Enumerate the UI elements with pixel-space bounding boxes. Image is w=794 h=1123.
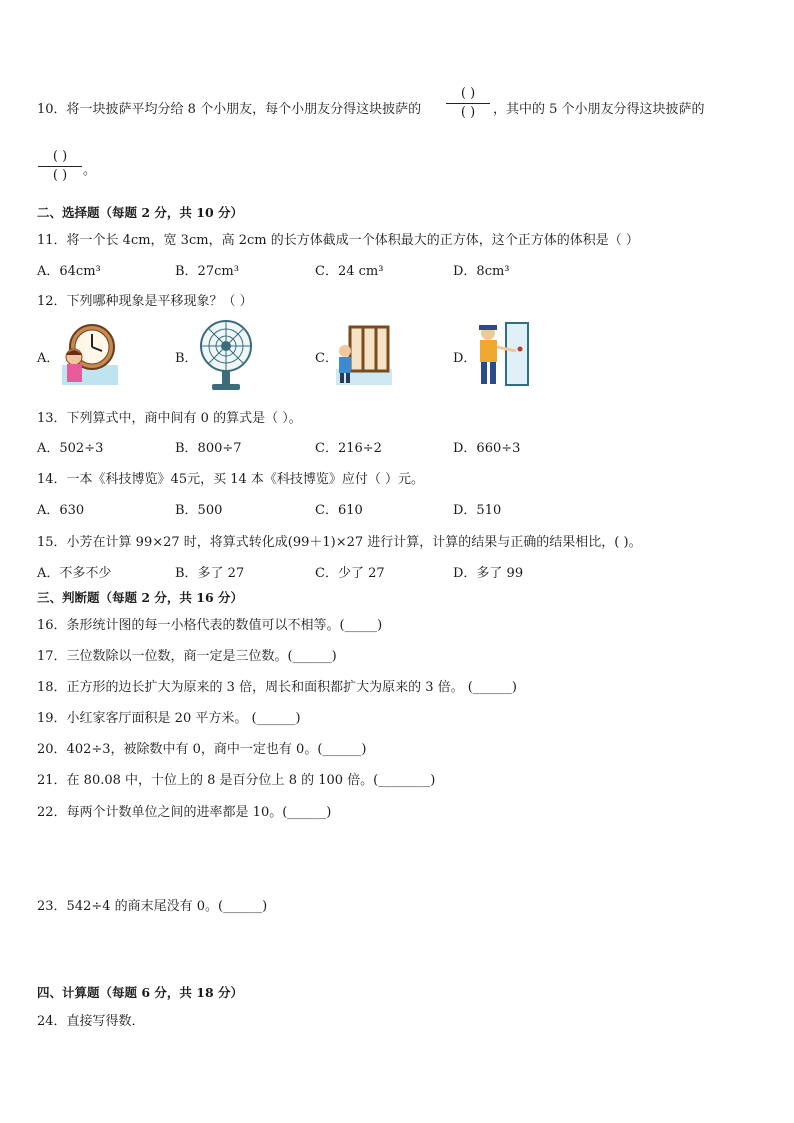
q10-text-part2: ，其中的 5 个小朋友分得这块披萨的 xyxy=(493,102,705,117)
q15-option-a[interactable]: A．不多不少 xyxy=(37,566,112,581)
q15-stem: 15．小芳在计算 99×27 时，将算式转化成(99＋1)×27 进行计算，计算的结果与正确的结果相比，( )。 xyxy=(37,535,642,550)
window-icon xyxy=(336,325,392,385)
q13-option-a[interactable]: A．502÷3 xyxy=(37,441,104,456)
q12-stem: 12．下列哪种现象是平移现象？（ ） xyxy=(37,294,253,309)
fraction-bar xyxy=(38,166,82,167)
q13-option-d[interactable]: D．660÷3 xyxy=(453,441,521,456)
fraction-denominator: ( ) xyxy=(52,168,68,183)
q14-stem: 14．一本《科技博览》45元，买 14 本《科技博览》应付（ ）元。 xyxy=(37,472,425,487)
q20-statement[interactable]: 20．402÷3，被除数中有 0，商中一定也有 0。(______) xyxy=(37,742,367,757)
q14-option-b[interactable]: B．500 xyxy=(175,503,223,518)
fraction-bar xyxy=(446,103,490,104)
fraction-numerator: ( ) xyxy=(460,86,476,101)
section-4-title: 四、计算题（每题 6 分，共 18 分） xyxy=(37,985,244,1000)
q10-tail: 。 xyxy=(83,163,97,178)
q10-text-part1: 10．将一块披萨平均分给 8 个小朋友，每个小朋友分得这块披萨的 xyxy=(37,102,422,117)
q17-statement[interactable]: 17．三位数除以一位数，商一定是三位数。(______) xyxy=(37,649,337,664)
q13-stem: 13．下列算式中，商中间有 0 的算式是（ ）。 xyxy=(37,411,302,426)
door-icon xyxy=(476,321,532,387)
q13-option-c[interactable]: C．216÷2 xyxy=(315,441,382,456)
fan-icon xyxy=(198,318,254,394)
q14-option-d[interactable]: D．510 xyxy=(453,503,502,518)
q12-option-d[interactable]: D． xyxy=(453,351,477,366)
q12-option-c[interactable]: C． xyxy=(315,351,338,366)
q12-option-a[interactable]: A． xyxy=(37,351,60,366)
q15-option-b[interactable]: B．多了 27 xyxy=(175,566,245,581)
clock-icon xyxy=(62,321,118,385)
q14-option-a[interactable]: A．630 xyxy=(37,503,85,518)
q10-fraction-2[interactable] xyxy=(38,149,82,184)
q21-statement[interactable]: 21．在 80.08 中，十位上的 8 是百分位上 8 的 100 倍。(________) xyxy=(37,773,436,788)
q11-option-b[interactable]: B．27cm³ xyxy=(175,264,239,279)
q15-option-c[interactable]: C．少了 27 xyxy=(315,566,385,581)
q10-fraction-1[interactable] xyxy=(446,86,490,121)
q14-option-c[interactable]: C．610 xyxy=(315,503,363,518)
q12-option-b[interactable]: B． xyxy=(175,351,198,366)
q13-option-b[interactable]: B．800÷7 xyxy=(175,441,242,456)
q15-option-d[interactable]: D．多了 99 xyxy=(453,566,524,581)
q19-statement[interactable]: 19．小红家客厅面积是 20 平方米。 (______) xyxy=(37,711,301,726)
q23-statement[interactable]: 23．542÷4 的商末尾没有 0。(______) xyxy=(37,899,268,914)
fraction-numerator: ( ) xyxy=(52,149,68,164)
section-2-title: 二、选择题（每题 2 分，共 10 分） xyxy=(37,205,244,220)
q11-option-a[interactable]: A．64cm³ xyxy=(37,264,101,279)
section-3-title: 三、判断题（每题 2 分，共 16 分） xyxy=(37,590,244,605)
q22-statement[interactable]: 22．每两个计数单位之间的进率都是 10。(______) xyxy=(37,805,332,820)
q11-stem: 11．将一个长 4cm，宽 3cm，高 2cm 的长方体截成一个体积最大的正方体，这个正方体的体积是（ ） xyxy=(37,233,639,248)
q24-stem: 24．直接写得数． xyxy=(37,1014,145,1029)
q11-option-d[interactable]: D．8cm³ xyxy=(453,264,510,279)
q11-option-c[interactable]: C．24 cm³ xyxy=(315,264,384,279)
q18-statement[interactable]: 18．正方形的边长扩大为原来的 3 倍，周长和面积都扩大为原来的 3 倍。 (______) xyxy=(37,680,517,695)
fraction-denominator: ( ) xyxy=(460,105,476,120)
q16-statement[interactable]: 16．条形统计图的每一小格代表的数值可以不相等。(_____) xyxy=(37,618,383,633)
